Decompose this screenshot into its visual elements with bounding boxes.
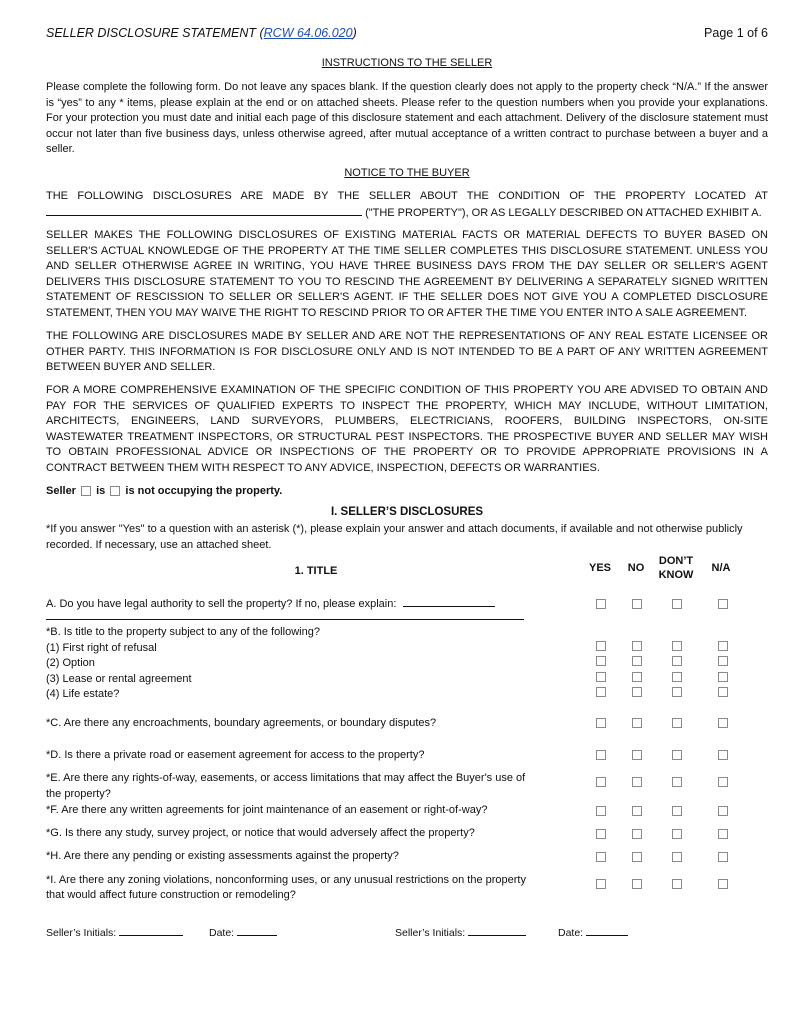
occupancy-seller-label: Seller: [46, 485, 76, 497]
notice-paragraph-4: FOR A MORE COMPREHENSIVE EXAMINATION OF THE SPECIFIC CONDITION OF THIS PROPERTY YOU ARE ADVISED TO OBTAIN AND PAY FOR THE SERVICES OF QUALIFIED EXPERTS TO INSPECT THE PROPERTY, WHICH MAY INCLUDE, WITHOUT LIMITATION, ARCHITECTS, ENGINEERS, LAND SURVEYORS, PLUMBERS, ELECTRICIANS, ROOFERS, BUILDING INSPECTORS, ON-SITE WASTEWATER TREATMENT INSPECTORS, OR STRUCTURAL PEST INSPECTORS. THE PROSPECTIVE BUYER AND SELLER MAY WISH TO OBTAIN PROFESSIONAL ADVICE OR INSPECTIONS OF THE PROPERTY OR TO PROVIDE APPROPRIATE PROVISIONS IN A CONTRACT BETWEEN THEM WITH RESPECT TO ANY ADVICE, INSPECTION, DEFECTS OR WARRANTIES.: [46, 384, 768, 474]
checkbox-e-na[interactable]: [718, 777, 728, 787]
question-h: *H. Are there any pending or existing assessments against the property?: [46, 850, 399, 862]
checkbox-b3-yes[interactable]: [596, 672, 606, 682]
checkbox-i-dont-know[interactable]: [672, 879, 682, 889]
section-title: 1. TITLE: [294, 565, 338, 577]
initials-field-1[interactable]: [119, 926, 183, 936]
checkbox-b2-no[interactable]: [632, 656, 642, 666]
checkbox-c-na[interactable]: [718, 718, 728, 728]
notice-line-1: THE FOLLOWING DISCLOSURES ARE MADE BY THE SELLER ABOUT THE CONDITION OF THE PROPERTY LOCATED AT: [46, 190, 768, 202]
col-dont-know-line-1: DON’T: [658, 555, 694, 567]
question-b3: (3) Lease or rental agreement: [46, 673, 192, 685]
checkbox-b1-dont-know[interactable]: [672, 641, 682, 651]
question-e-line-1: *E. Are there any rights-of-way, easements, or access limitations that may affect the Buyer's use of: [46, 772, 526, 784]
question-d: *D. Is there a private road or easement agreement for access to the property?: [46, 749, 425, 761]
disclosures-heading: I. SELLER’S DISCLOSURES: [330, 506, 484, 518]
question-e-line-2: the property?: [46, 788, 111, 800]
checkbox-e-no[interactable]: [632, 777, 642, 787]
notice-line-2: ("THE PROPERTY"), OR AS LEGALLY DESCRIBED ON ATTACHED EXHIBIT A.: [365, 207, 762, 219]
property-address-field[interactable]: [46, 204, 362, 216]
checkbox-a-na[interactable]: [718, 599, 728, 609]
footer-date-1-label: Date:: [209, 927, 235, 939]
page-number: Page 1 of 6: [704, 26, 768, 40]
question-i-line-1: *I. Are there any zoning violations, nonconforming uses, or any unusual restrictions on the property: [46, 874, 526, 886]
checkbox-b1-no[interactable]: [632, 641, 642, 651]
question-b: *B. Is title to the property subject to any of the following?: [46, 626, 320, 638]
checkbox-g-dont-know[interactable]: [672, 829, 682, 839]
checkbox-d-na[interactable]: [718, 750, 728, 760]
question-a-explain-line[interactable]: [46, 619, 524, 620]
notice-paragraph-2: SELLER MAKES THE FOLLOWING DISCLOSURES OF EXISTING MATERIAL FACTS OR MATERIAL DEFECTS TO BUYER BASED ON SELLER'S ACTUAL KNOWLEDGE OF THE PROPERTY AT THE TIME SELLER COMPLETES THIS DISCLOSURE STATEMENT. UNLESS YOU AND SELLER OTHERWISE AGREE IN WRITING, YOU HAVE THREE BUSINESS DAYS FROM THE DAY SELLER OR SELLER'S AGENT DELIVERS THIS DISCLOSURE STATEMENT TO YOU TO RESCIND THE AGREEMENT BY DELIVERING A SEPARATELY SIGNED WRITTEN STATEMENT OF RESCISSION TO SELLER OR SELLER'S AGENT. IF THE SELLER DOES NOT GIVE YOU A COMPLETED DISCLOSURE STATEMENT, THEN YOU MAY WAIVE THE RIGHT TO RESCIND PRIOR TO OR AFTER THE TIME YOU ENTER INTO A SALE AGREEMENT.: [46, 229, 768, 319]
checkbox-d-dont-know[interactable]: [672, 750, 682, 760]
checkbox-i-na[interactable]: [718, 879, 728, 889]
col-dont-know-line-2: KNOW: [658, 569, 694, 581]
question-i-line-2: that would affect future construction or remodeling?: [46, 889, 296, 901]
checkbox-b4-na[interactable]: [718, 687, 728, 697]
question-b1: (1) First right of refusal: [46, 642, 157, 654]
checkbox-a-yes[interactable]: [596, 599, 606, 609]
property-address-line: [46, 204, 768, 222]
not-occupying-checkbox[interactable]: [110, 486, 120, 496]
checkbox-h-dont-know[interactable]: [672, 852, 682, 862]
question-a-text: A. Do you have legal authority to sell the property? If no, please explain:: [46, 598, 397, 610]
checkbox-d-no[interactable]: [632, 750, 642, 760]
initials-field-2[interactable]: [468, 926, 526, 936]
date-field-2[interactable]: [586, 926, 628, 936]
checkbox-b3-no[interactable]: [632, 672, 642, 682]
checkbox-b3-dont-know[interactable]: [672, 672, 682, 682]
checkbox-h-na[interactable]: [718, 852, 728, 862]
footer-date-1: [209, 926, 277, 939]
checkbox-g-no[interactable]: [632, 829, 642, 839]
checkbox-f-yes[interactable]: [596, 806, 606, 816]
checkbox-b1-na[interactable]: [718, 641, 728, 651]
question-f: *F. Are there any written agreements for joint maintenance of an easement or right-of-way?: [46, 804, 488, 816]
col-yes-header: YES: [588, 562, 611, 574]
notice-paragraph-3: THE FOLLOWING ARE DISCLOSURES MADE BY SELLER AND ARE NOT THE REPRESENTATIONS OF ANY REAL ESTATE LICENSEE OR OTHER PARTY. THIS INFORMATION IS FOR DISCLOSURE ONLY AND IS NOT INTENDED TO BE A PART OF ANY WRITTEN AGREEMENT BETWEEN BUYER AND SELLER.: [46, 330, 768, 373]
checkbox-e-yes[interactable]: [596, 777, 606, 787]
checkbox-f-na[interactable]: [718, 806, 728, 816]
checkbox-d-yes[interactable]: [596, 750, 606, 760]
occupancy-is-label: is: [96, 485, 106, 497]
footer-date-2-label: Date:: [558, 927, 584, 939]
col-no-header: NO: [627, 562, 645, 574]
footer-initials-1: [46, 926, 183, 939]
question-g: *G. Is there any study, survey project, or notice that would adversely affect the property?: [46, 827, 475, 839]
checkbox-b2-dont-know[interactable]: [672, 656, 682, 666]
checkbox-b3-na[interactable]: [718, 672, 728, 682]
checkbox-c-yes[interactable]: [596, 718, 606, 728]
checkbox-f-no[interactable]: [632, 806, 642, 816]
instructions-heading: INSTRUCTIONS TO THE SELLER: [321, 57, 493, 69]
occupancy-text: is not occupying the property.: [125, 485, 283, 497]
checkbox-i-yes[interactable]: [596, 879, 606, 889]
rcw-link[interactable]: RCW 64.06.020: [263, 26, 353, 40]
checkbox-h-no[interactable]: [632, 852, 642, 862]
question-b4: (4) Life estate?: [46, 688, 120, 700]
checkbox-h-yes[interactable]: [596, 852, 606, 862]
question-a-explain-field[interactable]: [403, 595, 495, 607]
document-title-close: ): [352, 26, 357, 40]
checkbox-c-dont-know[interactable]: [672, 718, 682, 728]
footer-initials-2-label: Seller’s Initials:: [395, 927, 466, 939]
document-title: SELLER DISCLOSURE STATEMENT (: [46, 26, 264, 40]
checkbox-g-yes[interactable]: [596, 829, 606, 839]
checkbox-b1-yes[interactable]: [596, 641, 606, 651]
instructions-text: Please complete the following form. Do not leave any spaces blank. If the question clearly does not apply to the property check “N/A.” If the answer is “yes” to any * items, please explain at the end or on attached sheets. Please refer to the question numbers when you provide your explanations. For your protection you must date and initial each page of this disclosure statement and each attachment. Delivery of the disclosure statement must occur not later than five business days, unless otherwise agreed, after mutual acceptance of a written contract to purchase between a buyer and a seller.: [46, 81, 768, 155]
checkbox-a-no[interactable]: [632, 599, 642, 609]
occupancy-line: [46, 485, 282, 497]
checkbox-a-dont-know[interactable]: [672, 599, 682, 609]
checkbox-c-no[interactable]: [632, 718, 642, 728]
question-c: *C. Are there any encroachments, boundary agreements, or boundary disputes?: [46, 717, 437, 729]
question-b2: (2) Option: [46, 657, 95, 669]
checkbox-b2-yes[interactable]: [596, 656, 606, 666]
page-header: [46, 26, 768, 44]
notice-heading: NOTICE TO THE BUYER: [344, 167, 470, 179]
col-na-header: N/A: [711, 562, 731, 574]
checkbox-i-no[interactable]: [632, 879, 642, 889]
checkbox-b2-na[interactable]: [718, 656, 728, 666]
checkbox-e-dont-know[interactable]: [672, 777, 682, 787]
question-a: [46, 595, 495, 613]
date-field-1[interactable]: [237, 926, 277, 936]
checkbox-f-dont-know[interactable]: [672, 806, 682, 816]
footer-initials-1-label: Seller’s Initials:: [46, 927, 117, 939]
checkbox-b4-dont-know[interactable]: [672, 687, 682, 697]
disclosures-intro: *If you answer "Yes" to a question with an asterisk (*), please explain your answer and attach documents, if available and not otherwise publicly recorded. If necessary, use an attached sheet.: [46, 523, 743, 551]
checkbox-b4-no[interactable]: [632, 687, 642, 697]
checkbox-g-na[interactable]: [718, 829, 728, 839]
checkbox-b4-yes[interactable]: [596, 687, 606, 697]
col-dont-know-header: [654, 554, 698, 582]
footer-date-2: [558, 926, 628, 939]
occupying-checkbox[interactable]: [81, 486, 91, 496]
footer-initials-2: [395, 926, 526, 939]
